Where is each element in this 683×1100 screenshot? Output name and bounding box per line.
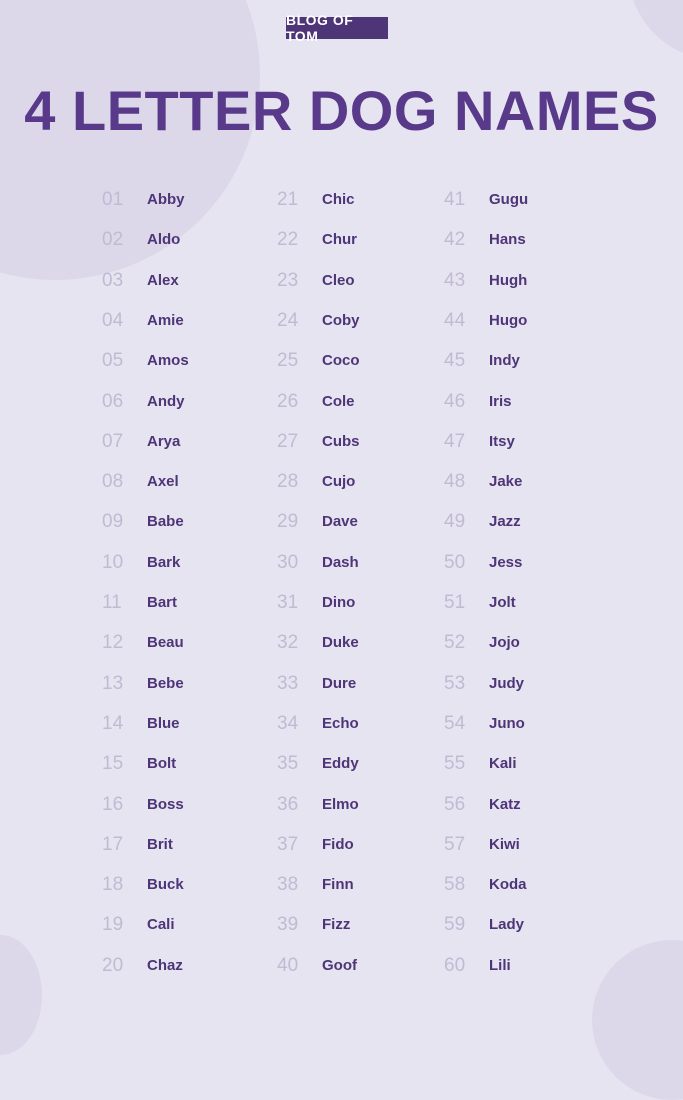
dog-name: Eddy (322, 755, 359, 773)
dog-name: Coby (322, 311, 360, 329)
item-number: 44 (444, 309, 466, 331)
dog-name: Chic (322, 191, 355, 208)
item-number: 09 (102, 511, 124, 533)
dog-name: Fizz (322, 916, 351, 934)
item-number: 25 (277, 350, 299, 372)
decor-circle-top-right (628, 0, 683, 60)
dog-name: Alex (147, 271, 179, 289)
dog-name: Bolt (147, 755, 177, 773)
item-number: 31 (277, 592, 299, 613)
dog-name: Hugo (489, 311, 528, 329)
dog-name: Dash (322, 553, 359, 571)
dog-name: Echo (322, 714, 359, 732)
item-number: 56 (444, 793, 466, 815)
dog-name: Abby (147, 191, 185, 208)
dog-name: Aldo (147, 231, 181, 249)
dog-name: Babe (147, 513, 184, 531)
dog-name: Beau (147, 634, 184, 652)
dog-name: Bark (147, 553, 181, 571)
item-number: 22 (277, 229, 299, 251)
item-number: 15 (102, 753, 124, 775)
item-number: 05 (102, 350, 124, 372)
item-number: 39 (277, 914, 299, 936)
item-number: 14 (102, 712, 124, 734)
dog-name: Cubs (322, 432, 360, 450)
item-number: 29 (277, 511, 299, 533)
dog-name: Lili (489, 956, 511, 974)
dog-name: Jess (489, 553, 523, 571)
dog-name: Cali (147, 916, 175, 934)
item-number: 37 (277, 833, 299, 855)
dog-name: Katz (489, 795, 521, 813)
dog-name: Jojo (489, 634, 520, 652)
item-number: 46 (444, 390, 466, 412)
dog-name: Goof (322, 956, 357, 974)
dog-name: Iris (489, 392, 512, 410)
item-number: 50 (444, 551, 466, 573)
item-number: 38 (277, 874, 299, 896)
item-number: 01 (102, 189, 124, 210)
dog-name: Elmo (322, 795, 359, 813)
item-number: 30 (277, 551, 299, 573)
item-number: 19 (102, 914, 124, 936)
item-number: 27 (277, 430, 299, 452)
item-number: 18 (102, 874, 124, 896)
page-title: 4 LETTER DOG NAMES (24, 79, 659, 142)
dog-name: Hugh (489, 271, 528, 289)
dog-name: Cole (322, 392, 355, 410)
item-number: 07 (102, 430, 124, 452)
dog-name: Kali (489, 755, 517, 773)
item-number: 35 (277, 753, 299, 775)
item-number: 53 (444, 672, 466, 694)
item-number: 34 (277, 712, 299, 734)
item-number: 12 (102, 632, 124, 654)
dog-name: Dure (322, 674, 357, 692)
dog-name: Dino (322, 594, 356, 611)
dog-name: Blue (147, 714, 180, 732)
dog-name: Lady (489, 916, 525, 934)
dog-name: Dave (322, 513, 358, 531)
dog-name: Buck (147, 876, 184, 894)
item-number: 10 (102, 551, 124, 573)
dog-name: Gugu (489, 191, 529, 208)
item-number: 47 (444, 430, 466, 452)
item-number: 43 (444, 269, 466, 291)
item-number: 11 (102, 592, 122, 613)
item-number: 02 (102, 229, 124, 251)
item-number: 48 (444, 471, 466, 493)
dog-name: Brit (147, 835, 173, 853)
item-number: 60 (444, 954, 466, 976)
item-number: 08 (102, 471, 124, 493)
dog-name: Cujo (322, 473, 356, 491)
dog-name: Amos (147, 352, 189, 370)
dog-name: Amie (147, 311, 184, 329)
dog-name: Jake (489, 473, 523, 491)
dog-name: Boss (147, 795, 184, 813)
dog-name: Axel (147, 473, 179, 491)
item-number: 45 (444, 350, 466, 372)
item-number: 54 (444, 712, 466, 734)
dog-name: Duke (322, 634, 359, 652)
item-number: 42 (444, 229, 466, 251)
dog-name: Jolt (489, 594, 516, 611)
dog-name: Itsy (489, 432, 515, 450)
dog-name: Koda (489, 876, 527, 894)
blog-badge: BLOG OF TOM (286, 17, 388, 39)
dog-name: Andy (147, 392, 185, 410)
dog-name: Chur (322, 231, 357, 249)
decor-circle-bottom-left (0, 935, 42, 1055)
item-number: 04 (102, 309, 124, 331)
dog-name: Cleo (322, 271, 355, 289)
item-number: 03 (102, 269, 124, 291)
item-number: 21 (277, 189, 299, 210)
dog-name: Finn (322, 876, 354, 894)
item-number: 16 (102, 793, 124, 815)
item-number: 58 (444, 874, 466, 896)
item-number: 06 (102, 390, 124, 412)
item-number: 17 (102, 833, 124, 855)
dog-name: Fido (322, 835, 354, 853)
item-number: 52 (444, 632, 466, 654)
item-number: 59 (444, 914, 466, 936)
dog-name: Coco (322, 352, 360, 370)
item-number: 20 (102, 954, 124, 976)
dog-name: Arya (147, 432, 181, 450)
item-number: 36 (277, 793, 299, 815)
dog-name: Jazz (489, 513, 521, 531)
item-number: 32 (277, 632, 299, 654)
decor-circle-bottom-right (592, 940, 683, 1100)
dog-name: Indy (489, 352, 520, 370)
item-number: 28 (277, 471, 299, 493)
dog-name: Hans (489, 231, 526, 249)
item-number: 49 (444, 511, 466, 533)
item-number: 40 (277, 954, 299, 976)
item-number: 57 (444, 833, 466, 855)
item-number: 33 (277, 672, 299, 694)
dog-name: Juno (489, 714, 525, 732)
item-number: 24 (277, 309, 299, 331)
dog-name: Kiwi (489, 835, 520, 853)
item-number: 13 (102, 672, 124, 694)
dog-name: Judy (489, 674, 525, 692)
item-number: 26 (277, 390, 299, 412)
dog-name: Bebe (147, 674, 184, 692)
item-number: 23 (277, 269, 299, 291)
item-number: 55 (444, 753, 466, 775)
dog-name: Bart (147, 594, 178, 611)
item-number: 41 (444, 189, 466, 210)
dog-name: Chaz (147, 956, 183, 974)
item-number: 51 (444, 592, 466, 613)
